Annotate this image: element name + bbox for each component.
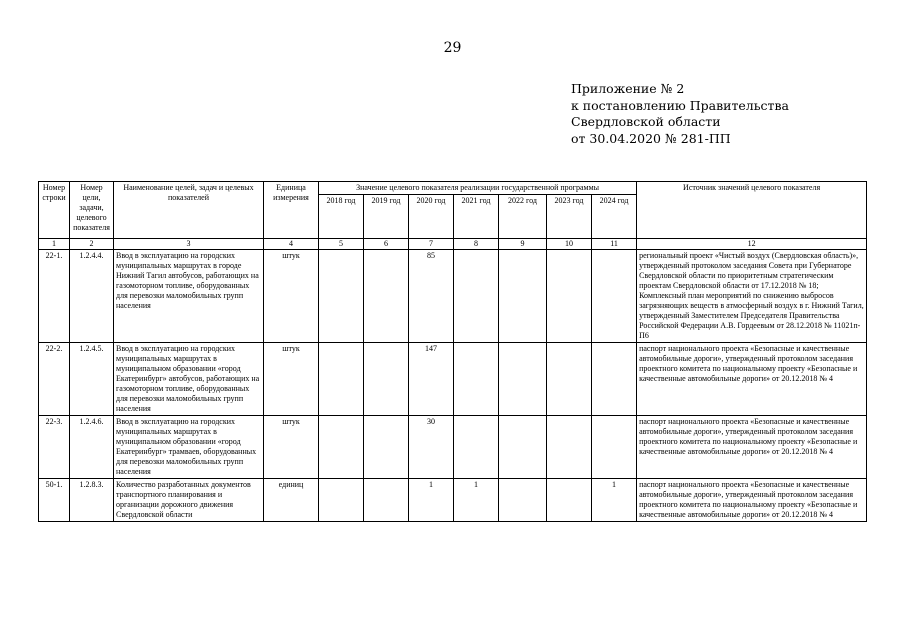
cell-goal-no: 1.2.4.5. [70, 343, 114, 416]
cell-name: Ввод в эксплуатацию на городских муниципальных маршрутах в муниципальном образовании «город Екатеринбург» трамваев, оборудованных для перевозки маломобильных групп населения [114, 416, 264, 479]
header-year: 2020 год [409, 195, 454, 239]
column-index: 12 [637, 239, 867, 250]
target-indicators-table [38, 181, 867, 522]
cell-value-2019 [364, 416, 409, 479]
header-name: Наименование целей, задач и целевых показателей [114, 182, 264, 239]
column-index-row [39, 239, 867, 250]
cell-value-2020: 1 [409, 479, 454, 522]
cell-goal-no: 1.2.8.3. [70, 479, 114, 522]
cell-value-2018 [319, 343, 364, 416]
cell-value-2020: 147 [409, 343, 454, 416]
column-index: 8 [454, 239, 499, 250]
cell-value-2022 [499, 343, 547, 416]
cell-value-2021 [454, 416, 499, 479]
cell-row-no: 22-1. [39, 250, 70, 343]
cell-source: региональный проект «Чистый воздух (Свердловская область)», утвержденный протоколом заседания Совета при Губернаторе Свердловской области по приоритетным стратегическим проектам Свердловской области от 17.12.2018 № 18; Комплексный план мероприятий по снижению выбросов загрязняющих веществ в атмосферный воздух в г. Нижний Тагил, утвержденный Заместителем Председателя Правительства Российской Федерации А.В. Гордеевым от 28.12.2018 № 11021п-П6 [637, 250, 867, 343]
column-index: 9 [499, 239, 547, 250]
column-index: 5 [319, 239, 364, 250]
column-index: 4 [264, 239, 319, 250]
cell-goal-no: 1.2.4.6. [70, 416, 114, 479]
cell-name: Ввод в эксплуатацию на городских муниципальных маршрутах в городе Нижний Тагил автобусов, работающих на газомоторном топливе, оборудованных для перевозки маломобильных групп населения [114, 250, 264, 343]
cell-value-2021: 1 [454, 479, 499, 522]
header-values-group: Значение целевого показателя реализации государственной программы [319, 182, 637, 195]
cell-source: паспорт национального проекта «Безопасные и качественные автомобильные дороги», утвержденный протоколом заседания проектного комитета по национальному проекту «Безопасные и качественные автомобильные дороги» от 20.12.2018 № 4 [637, 416, 867, 479]
cell-value-2018 [319, 479, 364, 522]
cell-goal-no: 1.2.4.4. [70, 250, 114, 343]
table-row [39, 416, 867, 479]
header-year: 2021 год [454, 195, 499, 239]
cell-row-no: 22-3. [39, 416, 70, 479]
cell-value-2022 [499, 416, 547, 479]
cell-value-2018 [319, 416, 364, 479]
column-index: 10 [547, 239, 592, 250]
cell-name: Количество разработанных документов транспортного планирования и организации дорожного движения Свердловской области [114, 479, 264, 522]
cell-value-2023 [547, 343, 592, 416]
appendix-block [571, 81, 789, 147]
column-index: 1 [39, 239, 70, 250]
cell-unit: штук [264, 250, 319, 343]
header-row-no: Номер строки [39, 182, 70, 239]
column-index: 6 [364, 239, 409, 250]
appendix-line-3: Свердловской области [571, 114, 721, 129]
page-number: 29 [443, 40, 462, 56]
header-year: 2022 год [499, 195, 547, 239]
cell-value-2021 [454, 250, 499, 343]
header-year: 2019 год [364, 195, 409, 239]
cell-source: паспорт национального проекта «Безопасные и качественные автомобильные дороги», утвержденный протоколом заседания проектного комитета по национальному проекту «Безопасные и качественные автомобильные дороги» от 20.12.2018 № 4 [637, 343, 867, 416]
cell-value-2020: 85 [409, 250, 454, 343]
cell-value-2022 [499, 250, 547, 343]
column-index: 11 [592, 239, 637, 250]
appendix-line-2: к постановлению Правительства [571, 97, 789, 113]
header-year: 2024 год [592, 195, 637, 239]
cell-source: паспорт национального проекта «Безопасные и качественные автомобильные дороги», утвержденный протоколом заседания проектного комитета по национальному проекту «Безопасные и качественные автомобильные дороги» от 20.12.2018 № 4 [637, 479, 867, 522]
cell-value-2019 [364, 479, 409, 522]
cell-value-2023 [547, 250, 592, 343]
header-source: Источник значений целевого показателя [637, 182, 867, 239]
table-row [39, 250, 867, 343]
appendix-line-1: Приложение № 2 [571, 81, 685, 96]
header-unit: Единица измерения [264, 182, 319, 239]
cell-value-2024 [592, 250, 637, 343]
cell-value-2023 [547, 479, 592, 522]
header-goal-no: Номер цели, задачи, целевого показателя [70, 182, 114, 239]
cell-value-2019 [364, 250, 409, 343]
header-row-1 [39, 182, 867, 195]
appendix-line-4: от 30.04.2020 № 281-ПП [571, 130, 731, 146]
cell-unit: штук [264, 343, 319, 416]
cell-value-2018 [319, 250, 364, 343]
cell-name: Ввод в эксплуатацию на городских муниципальных маршрутах в муниципальном образовании «город Екатеринбург» автобусов, работающих на газомоторном топливе, оборудованных для перевозки маломобильных групп населения [114, 343, 264, 416]
cell-value-2022 [499, 479, 547, 522]
table-row [39, 343, 867, 416]
header-year: 2018 год [319, 195, 364, 239]
header-year: 2023 год [547, 195, 592, 239]
cell-value-2021 [454, 343, 499, 416]
cell-unit: единиц [264, 479, 319, 522]
cell-value-2024: 1 [592, 479, 637, 522]
column-index: 7 [409, 239, 454, 250]
column-index: 3 [114, 239, 264, 250]
cell-value-2023 [547, 416, 592, 479]
cell-unit: штук [264, 416, 319, 479]
column-index: 2 [70, 239, 114, 250]
cell-value-2024 [592, 343, 637, 416]
cell-value-2019 [364, 343, 409, 416]
cell-row-no: 22-2. [39, 343, 70, 416]
cell-value-2020: 30 [409, 416, 454, 479]
cell-row-no: 50-1. [39, 479, 70, 522]
cell-value-2024 [592, 416, 637, 479]
table-row [39, 479, 867, 522]
